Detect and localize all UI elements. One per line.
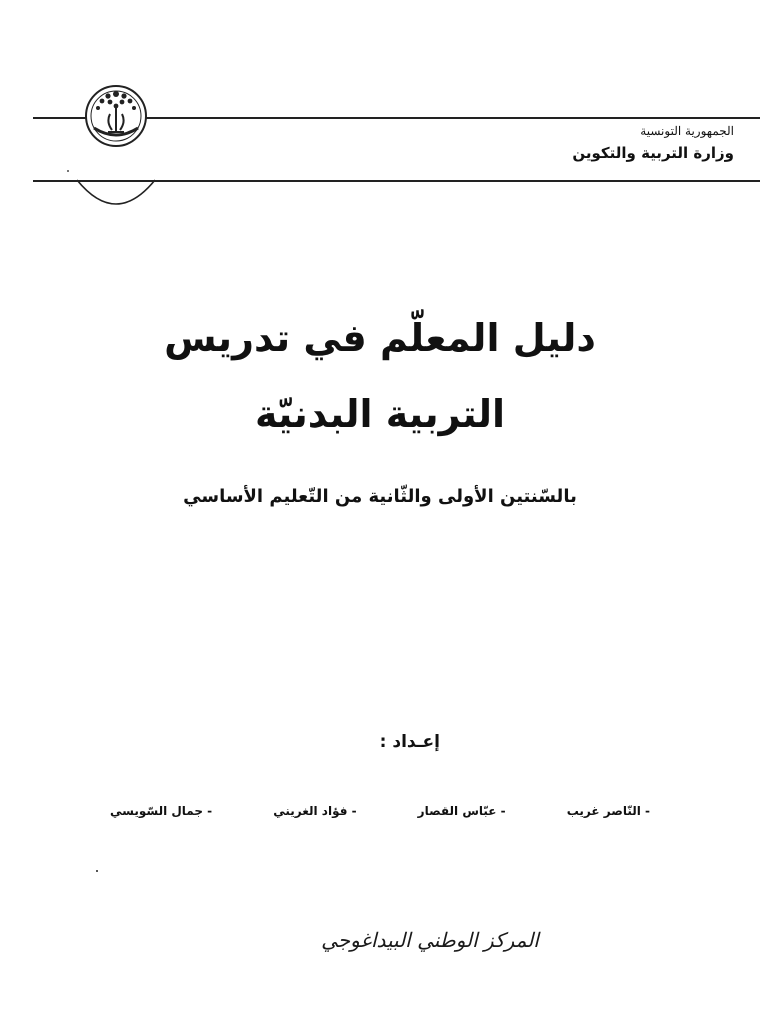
author-name: - النّاصر غريب: [566, 804, 650, 818]
scan-speck: [96, 870, 98, 872]
ministry-name: وزارة التربية والتكوين: [572, 144, 734, 162]
scan-speck: [67, 170, 69, 172]
document-title: [80, 300, 680, 452]
handwritten-note: المركز الوطني البيداغوجي: [321, 928, 539, 952]
title-line-2: التربية البدنيّة: [254, 392, 506, 436]
ministry-emblem-icon: [76, 78, 156, 208]
author-name: - جمال السّويسي: [110, 804, 213, 818]
republic-label: الجمهورية التونسية: [640, 124, 734, 138]
author-name: - فؤاد الغريني: [273, 804, 357, 818]
author-name: - عبّاس القصار: [417, 804, 506, 818]
ministry-header: [374, 124, 734, 162]
document-subtitle: بالسّنتين الأولى والثّانية من التّعليم الأساسي: [183, 486, 577, 507]
prepared-by-label: إعـداد :: [379, 732, 440, 752]
author-list: [110, 804, 650, 828]
title-line-1: دليل المعلّم في تدريس: [164, 316, 596, 360]
